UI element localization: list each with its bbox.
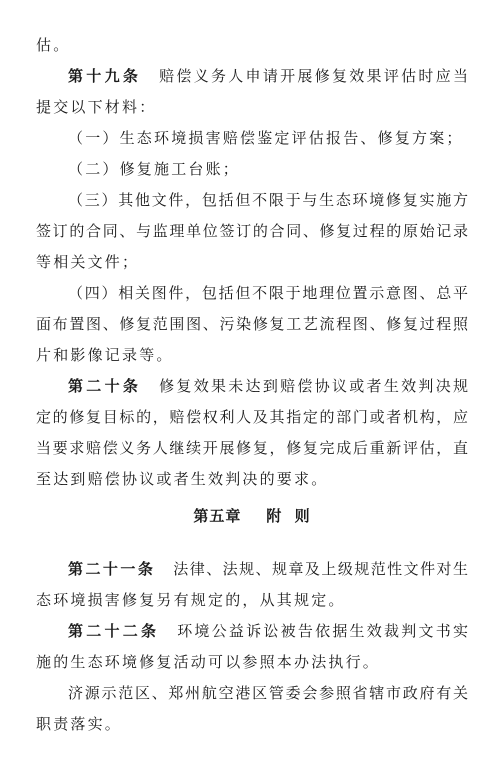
list-item-3-line-3: 等相关文件； [36, 253, 140, 271]
article-19-text: 赔偿义务人申请开展修复效果评估时应当 [159, 67, 468, 85]
text-line: 至达到赔偿协议或者生效判决的要求。 [36, 470, 329, 488]
article-20-line-1 [68, 374, 468, 398]
list-item-2: （二）修复施工台账； [68, 160, 241, 178]
list-item-4-line-3: 片和影像记录等。 [36, 346, 174, 364]
article-19-line-1 [68, 64, 468, 88]
article-20-text: 修复效果未达到赔偿协议或者生效判决规 [159, 377, 468, 395]
text-line: 当要求赔偿义务人继续开展修复，修复完成后重新评估，直 [36, 439, 468, 457]
chapter-heading: 第五章 附 则 [193, 507, 311, 525]
text-line: 提交以下材料： [36, 98, 157, 116]
article-19-label: 第十九条 [68, 67, 142, 85]
list-item-4-line-2: 面布置图、修复范围图、污染修复工艺流程图、修复过程照 [36, 315, 468, 333]
article-22-label: 第二十二条 [68, 622, 160, 640]
article-21-text: 法律、法规、规章及上级规范性文件对生 [173, 560, 468, 578]
list-item-1: （一）生态环境损害赔偿鉴定评估报告、修复方案； [68, 129, 464, 147]
text-line: 态环境损害修复另有规定的，从其规定。 [36, 591, 346, 609]
article-21-label: 第二十一条 [68, 560, 156, 578]
list-item-3-line-2: 签订的合同、与监理单位签订的合同、修复过程的原始记录 [36, 222, 468, 240]
article-20-label: 第二十条 [68, 377, 142, 395]
list-item-3-line-1: （三）其他文件，包括但不限于与生态环境修复实施方 [68, 191, 468, 209]
article-22-text: 环境公益诉讼被告依据生效裁判文书实 [177, 622, 468, 640]
article-22-line-1 [68, 619, 468, 643]
text-line: 定的修复目标的，赔偿权利人及其指定的部门或者机构，应 [36, 408, 468, 426]
text-line: 估。 [36, 36, 71, 54]
closing-line-2: 职责落实。 [36, 715, 123, 733]
text-line: 施的生态环境修复活动可以参照本办法执行。 [36, 653, 381, 671]
article-21-line-1 [68, 557, 468, 581]
closing-line-1: 济源示范区、郑州航空港区管委会参照省辖市政府有关 [68, 684, 468, 702]
list-item-4-line-1: （四）相关图件，包括但不限于地理位置示意图、总平 [68, 284, 468, 302]
